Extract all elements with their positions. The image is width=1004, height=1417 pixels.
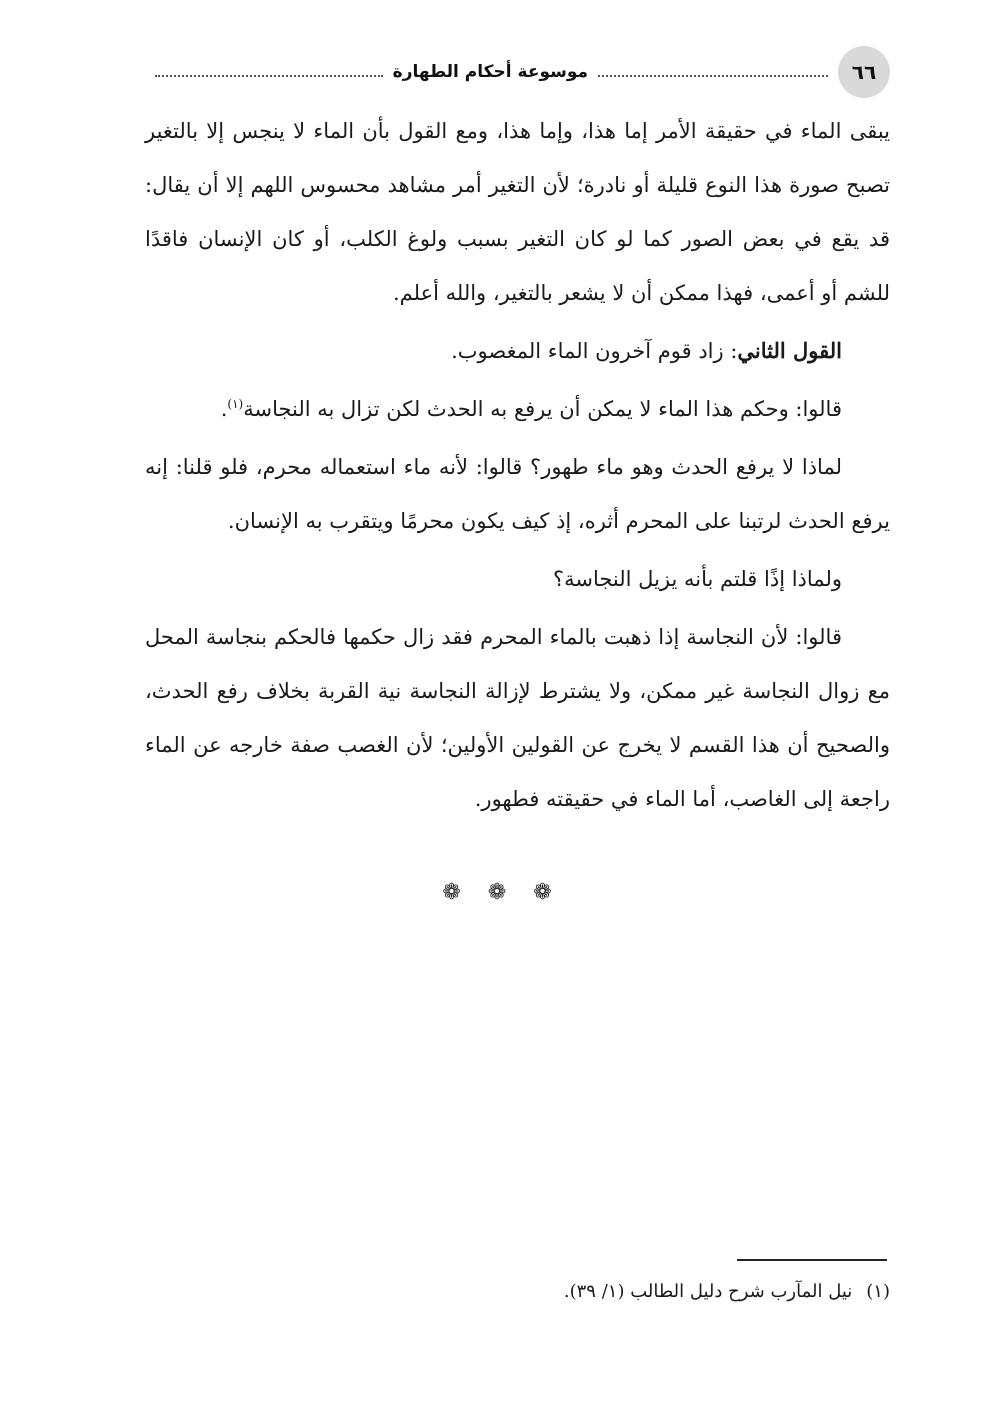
footnote-1: [145, 1276, 890, 1308]
paragraph-5: ولماذا إذًا قلتم بأنه يزيل النجاسة؟: [552, 567, 842, 591]
footnote-text: نيل المآرب شرح دليل الطالب (١/ ٣٩).: [563, 1281, 853, 1302]
section-separator-ornament: ❁ ❁ ❁: [442, 880, 562, 905]
paragraph-3-end: .: [220, 397, 228, 421]
footnote-reference-1[interactable]: (١): [227, 397, 244, 411]
paragraph-2: [145, 324, 890, 378]
footnote-number: (١): [866, 1281, 890, 1302]
main-text: [145, 104, 890, 830]
book-title: موسوعة أحكام الطهارة: [392, 62, 588, 82]
paragraph-6: قالوا: لأن النجاسة إذا ذهبت بالماء المحرم فقد زال حكمها فالحكم بنجاسة المحل مع زوال النجاسة غير ممكن، ولا يشترط لإزالة النجاسة نية القربة بخلاف رفع الحدث، والصحيح أن هذا القسم لا يخرج عن القولين الأولين؛ لأن الغصب صفة خارجه عن الماء راجعة إلى الغاصب، أما الماء في حقيقته فطهور.: [145, 625, 890, 811]
paragraph-4: لماذا لا يرفع الحدث وهو ماء طهور؟ قالوا: لأنه ماء استعماله محرم، فلو قلنا: إنه يرفع الحدث لرتبنا على المحرم أثره، إذ كيف يكون محرمًا ويتقرب به الإنسان.: [145, 455, 890, 533]
paragraph-1: يبقى الماء في حقيقة الأمر إما هذا، وإما هذا، ومع القول بأن الماء لا ينجس إلا بالتغير تصبح صورة هذا النوع قليلة أو نادرة؛ لأن التغير أمر مشاهد محسوس اللهم إلا أن يقال: قد يقع في بعض الصور كما لو كان التغير بسبب ولوغ الكلب، أو كان الإنسان فاقدًا للشم أو أعمى، فهذا ممكن أن لا يشعر بالتغير، والله أعلم.: [145, 119, 890, 305]
paragraph-3: [145, 382, 890, 436]
footnotes: [145, 1276, 890, 1308]
page-number-badge: ٦٦: [838, 46, 890, 98]
header-dotted-leader-left: [155, 75, 383, 77]
paragraph-3-text: قالوا: وحكم هذا الماء لا يمكن أن يرفع به الحدث لكن تزال به النجاسة: [243, 397, 842, 421]
header-dotted-leader-right: [598, 75, 828, 77]
footnote-divider: [737, 1259, 887, 1261]
second-opinion-label: القول الثاني: [737, 338, 842, 363]
paragraph-2-text: : زاد قوم آخرون الماء المغصوب.: [451, 339, 738, 363]
running-header: [145, 46, 890, 98]
